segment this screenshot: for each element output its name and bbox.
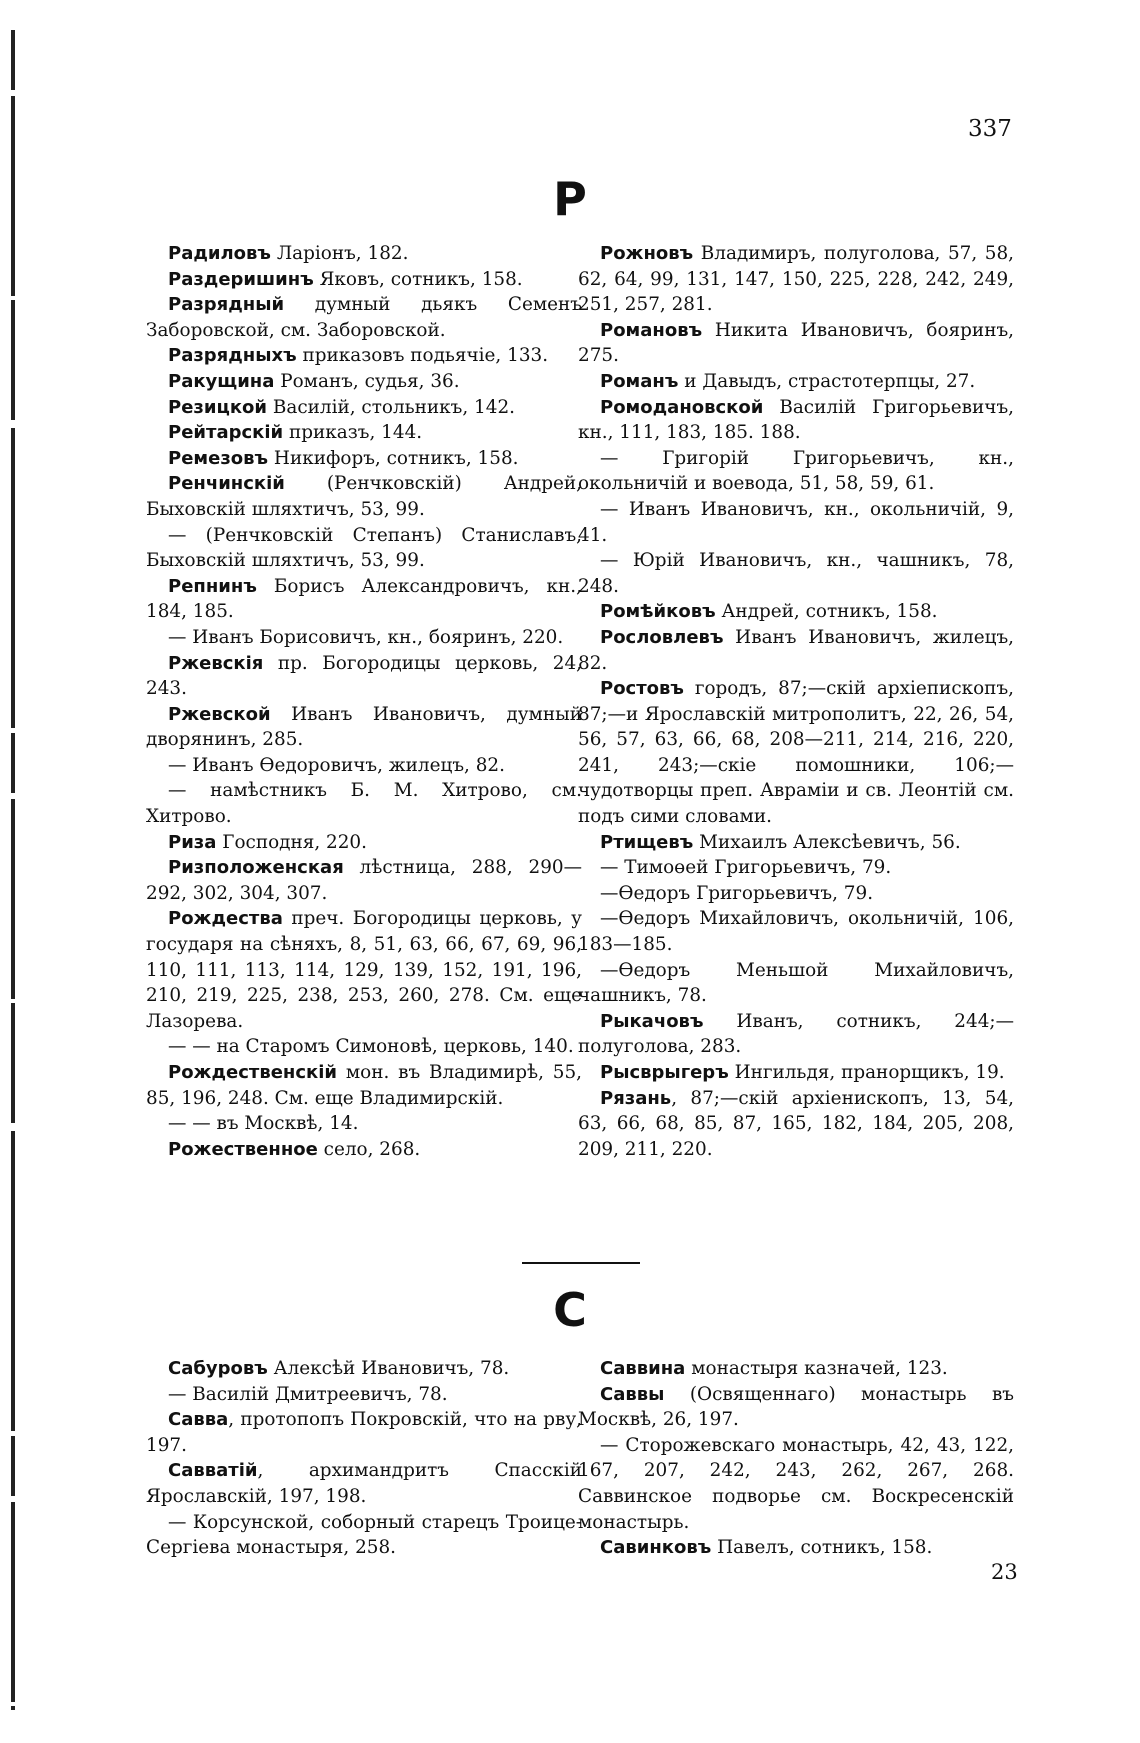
- index-entry: [146, 1407, 582, 1458]
- entry-text: — — на Старомъ Симоновѣ, церковь, 140.: [168, 1036, 574, 1058]
- index-entry: [146, 1034, 582, 1060]
- entry-text: Иванъ Ивановичъ, думный дворянинъ, 285.: [146, 703, 582, 751]
- index-entry: [578, 676, 1014, 830]
- index-entry: [578, 1086, 1014, 1163]
- index-entry: [578, 1009, 1014, 1060]
- index-entry: [578, 318, 1014, 369]
- entry-text: Павелъ, сотникъ, 158.: [711, 1537, 933, 1559]
- entry-text: и Давыдъ, страстотерпцы, 27.: [678, 370, 976, 392]
- signature-mark: 23: [991, 1560, 1018, 1584]
- index-entry: [578, 625, 1014, 676]
- entry-text: приказъ, 144.: [283, 422, 423, 444]
- index-entry: [146, 830, 582, 856]
- entry-text: —Өедоръ Михайловичъ, окольничій, 106, 183—185.: [578, 908, 1014, 956]
- entry-text: —Өедоръ Меньшой Михайловичъ, чашникъ, 78.: [578, 959, 1014, 1007]
- entry-headword: Резицкой: [168, 396, 268, 418]
- index-entry: [146, 1060, 582, 1111]
- index-entry: [146, 292, 582, 343]
- entry-headword: Радиловъ: [168, 243, 271, 264]
- index-entry: [146, 1137, 582, 1163]
- entry-headword: Риза: [168, 831, 217, 853]
- index-entry: [578, 1356, 1014, 1382]
- index-entry: [578, 830, 1014, 856]
- entry-text: Алексѣй Ивановичъ, 78.: [267, 1358, 510, 1379]
- index-entry: [578, 1433, 1014, 1535]
- entry-headword: Рейтарскій: [168, 422, 284, 444]
- entry-text: лѣстница, 288, 290—292, 302, 304, 307.: [146, 857, 582, 904]
- index-entry: [578, 1535, 1014, 1561]
- entry-headword: Ртищевъ: [600, 831, 694, 853]
- entry-text: мон. въ Владимирѣ, 55, 85, 196, 248. См. еще Владимирскій.: [146, 1062, 582, 1109]
- entry-headword: Рождества: [168, 908, 283, 930]
- index-entry: [146, 523, 582, 574]
- entry-text: — Иванъ Ивановичъ, кн., окольничій, 9, 41.: [578, 498, 1014, 546]
- index-entry: [146, 702, 582, 753]
- entry-text: приказовъ подьячіе, 133.: [296, 345, 549, 367]
- entry-headword: Рысврыгеръ: [600, 1062, 729, 1083]
- index-entry: [146, 446, 582, 472]
- entry-headword: Романовъ: [600, 319, 703, 341]
- entry-headword: Репнинъ: [168, 575, 257, 597]
- section-letter-r: Р: [553, 172, 587, 226]
- entry-headword: Ржевскія: [168, 652, 264, 674]
- entry-text: городъ, 87;—скій архіепископъ, 87;—и Ярославскій митрополитъ, 22, 26, 54, 56, 57, 63, 66, 68, 208—211, 214, 216, 220, 241, 243;—скіе помошники, 106;—чудотворцы преп. Авраміи и св. Леонтій см. подъ сими словами.: [578, 678, 1014, 828]
- entry-text: преч. Богородицы церковь, у государя на сѣняхъ, 8, 51, 63, 66, 67, 69, 96, 110, 111, 113, 114, 129, 139, 152, 191, 196, 210, 219, 225, 238, 253, 260, 278. См. еще Лазорева.: [146, 908, 582, 1032]
- entry-text: думный дьякъ Семенъ Заборовской, см. Заборовской.: [146, 294, 582, 341]
- index-entry: [146, 1356, 582, 1382]
- entry-headword: Савинковъ: [600, 1537, 712, 1559]
- index-entry: [146, 1382, 582, 1408]
- entry-text: Владимиръ, полуголова, 57, 58, 62, 64, 99, 131, 147, 150, 225, 228, 242, 249, 251, 257, 281.: [578, 243, 1014, 316]
- index-entry: [578, 548, 1014, 599]
- index-entry: [578, 1382, 1014, 1433]
- entry-headword: Рожественное: [168, 1138, 318, 1160]
- index-entry: [146, 778, 582, 829]
- entry-headword: Рословлевъ: [600, 626, 724, 648]
- entry-text: Романъ, судья, 36.: [274, 370, 460, 392]
- entry-headword: Ремезовъ: [168, 447, 269, 469]
- entry-headword: Ренчинскій: [168, 473, 285, 495]
- entry-text: Василій Григорьевичъ, кн., 111, 183, 185. 188.: [578, 396, 1014, 444]
- section-letter-s: С: [553, 1283, 587, 1337]
- index-entry: [578, 906, 1014, 957]
- entry-text: пр. Богородицы церковь, 24, 243.: [146, 652, 582, 700]
- entry-headword: Савва: [168, 1409, 229, 1431]
- entry-headword: Рязань: [600, 1087, 672, 1109]
- entry-text: Иванъ, сотникъ, 244;—полуголова, 283.: [578, 1010, 1014, 1058]
- entry-headword: Рожновъ: [600, 243, 694, 264]
- index-entry: [146, 906, 582, 1034]
- entry-headword: Саввина: [600, 1358, 686, 1379]
- entry-text: Михаилъ Алексѣевичъ, 56.: [693, 831, 961, 853]
- index-entry: [146, 625, 582, 651]
- entry-headword: Саввы: [600, 1383, 665, 1405]
- entry-text: — Василій Дмитреевичъ, 78.: [168, 1383, 448, 1405]
- index-entry: [146, 1458, 582, 1509]
- entry-headword: Ризположенская: [168, 857, 344, 879]
- index-entry: [146, 855, 582, 906]
- entry-text: , 87;—скій архіенископъ, 13, 54, 63, 66, 68, 85, 87, 165, 182, 184, 205, 208, 209, 211, 220.: [578, 1087, 1014, 1160]
- entry-text: Иванъ Ивановичъ, жилецъ, 82.: [578, 626, 1014, 674]
- entry-text: —Өедоръ Григорьевичъ, 79.: [600, 882, 874, 904]
- index-column-s-left: [146, 1356, 582, 1561]
- entry-text: — Иванъ Борисовичъ, кн., бояринъ, 220.: [168, 626, 564, 648]
- entry-text: — Иванъ Өедоровичъ, жилецъ, 82.: [168, 754, 505, 776]
- section-divider: [522, 1262, 640, 1264]
- entry-headword: Рождественскій: [168, 1062, 338, 1083]
- entry-text: — намѣстникъ Б. М. Хитрово, см. Хитрово.: [146, 780, 582, 828]
- entry-text: — Сторожевскаго монастырь, 42, 43, 122, 167, 207, 242, 243, 262, 267, 268. Саввинское подворье см. Воскресенскій монастырь.: [578, 1434, 1014, 1533]
- index-entry: [578, 855, 1014, 881]
- page-number: 337: [968, 116, 1012, 142]
- index-entry: [578, 369, 1014, 395]
- entry-text: Андрей, сотникъ, 158.: [715, 601, 938, 623]
- entry-text: — — въ Москвѣ, 14.: [168, 1113, 359, 1135]
- entry-text: Борисъ Александровичъ, кн., 184, 185.: [146, 575, 582, 623]
- index-entry: [578, 599, 1014, 625]
- entry-text: — Корсунской, соборный старецъ Троице-Сергіева монастыря, 258.: [146, 1511, 582, 1559]
- entry-text: (Ренчковскій) Андрей, Быховскій шляхтичъ, 53, 99.: [146, 473, 582, 520]
- index-entry: [146, 574, 582, 625]
- entry-headword: Раздеришинъ: [168, 268, 314, 290]
- index-column-r-right: [578, 241, 1014, 1162]
- entry-headword: Сабуровъ: [168, 1358, 268, 1379]
- scan-binding-edge: [6, 30, 22, 1710]
- entry-text: — Григорій Григорьевичъ, кн., окольничій и воевода, 51, 58, 59, 61.: [578, 447, 1014, 495]
- entry-headword: Ромодановской: [600, 396, 764, 418]
- index-entry: [146, 369, 582, 395]
- entry-text: село, 268.: [317, 1138, 421, 1160]
- entry-text: — (Ренчковскій Степанъ) Станиславъ, Быховскій шляхтичъ, 53, 99.: [146, 524, 582, 572]
- entry-headword: Савватій: [168, 1460, 258, 1482]
- entry-text: Никифоръ, сотникъ, 158.: [268, 447, 519, 469]
- entry-text: — Тимоөей Григорьевичъ, 79.: [600, 857, 892, 879]
- index-entry: [578, 446, 1014, 497]
- index-entry: [578, 395, 1014, 446]
- entry-text: Никита Ивановичъ, бояринъ, 275.: [578, 319, 1014, 367]
- index-entry: [146, 343, 582, 369]
- entry-text: — Юрій Ивановичъ, кн., чашникъ, 78, 248.: [578, 550, 1014, 597]
- entry-text: Яковъ, сотникъ, 158.: [313, 268, 523, 290]
- entry-headword: Ржевской: [168, 703, 271, 725]
- index-entry: [146, 395, 582, 421]
- index-column-r-left: [146, 241, 582, 1162]
- entry-headword: Ростовъ: [600, 678, 684, 700]
- entry-text: Василій, стольникъ, 142.: [267, 396, 516, 418]
- entry-text: Ингильдя, пранорщикъ, 19.: [728, 1062, 1005, 1083]
- entry-text: Господня, 220.: [216, 831, 367, 853]
- entry-headword: Ромѣйковъ: [600, 601, 716, 623]
- entry-headword: Разрядныхъ: [168, 345, 297, 367]
- index-entry: [146, 651, 582, 702]
- index-entry: [578, 1060, 1014, 1086]
- index-entry: [146, 753, 582, 779]
- entry-text: , протопопъ Покровскій, что на рву, 197.: [146, 1409, 582, 1456]
- index-entry: [146, 420, 582, 446]
- index-entry: [146, 1111, 582, 1137]
- entry-text: монастыря казначей, 123.: [685, 1358, 948, 1379]
- index-entry: [578, 241, 1014, 318]
- entry-headword: Ракущина: [168, 370, 275, 392]
- index-entry: [146, 267, 582, 293]
- index-entry: [146, 1510, 582, 1561]
- index-entry: [578, 497, 1014, 548]
- entry-headword: Романъ: [600, 370, 679, 392]
- index-entry: [578, 881, 1014, 907]
- index-entry: [578, 958, 1014, 1009]
- entry-text: Ларіонъ, 182.: [270, 243, 409, 264]
- entry-text: , архимандритъ Спасскій Ярославскій, 197, 198.: [146, 1460, 582, 1507]
- index-entry: [146, 241, 582, 267]
- index-column-s-right: [578, 1356, 1014, 1561]
- entry-headword: Разрядный: [168, 294, 285, 316]
- entry-headword: Рыкачовъ: [600, 1010, 704, 1032]
- index-entry: [146, 471, 582, 522]
- entry-text: (Освященнаго) монастырь въ Москвѣ, 26, 197.: [578, 1383, 1014, 1431]
